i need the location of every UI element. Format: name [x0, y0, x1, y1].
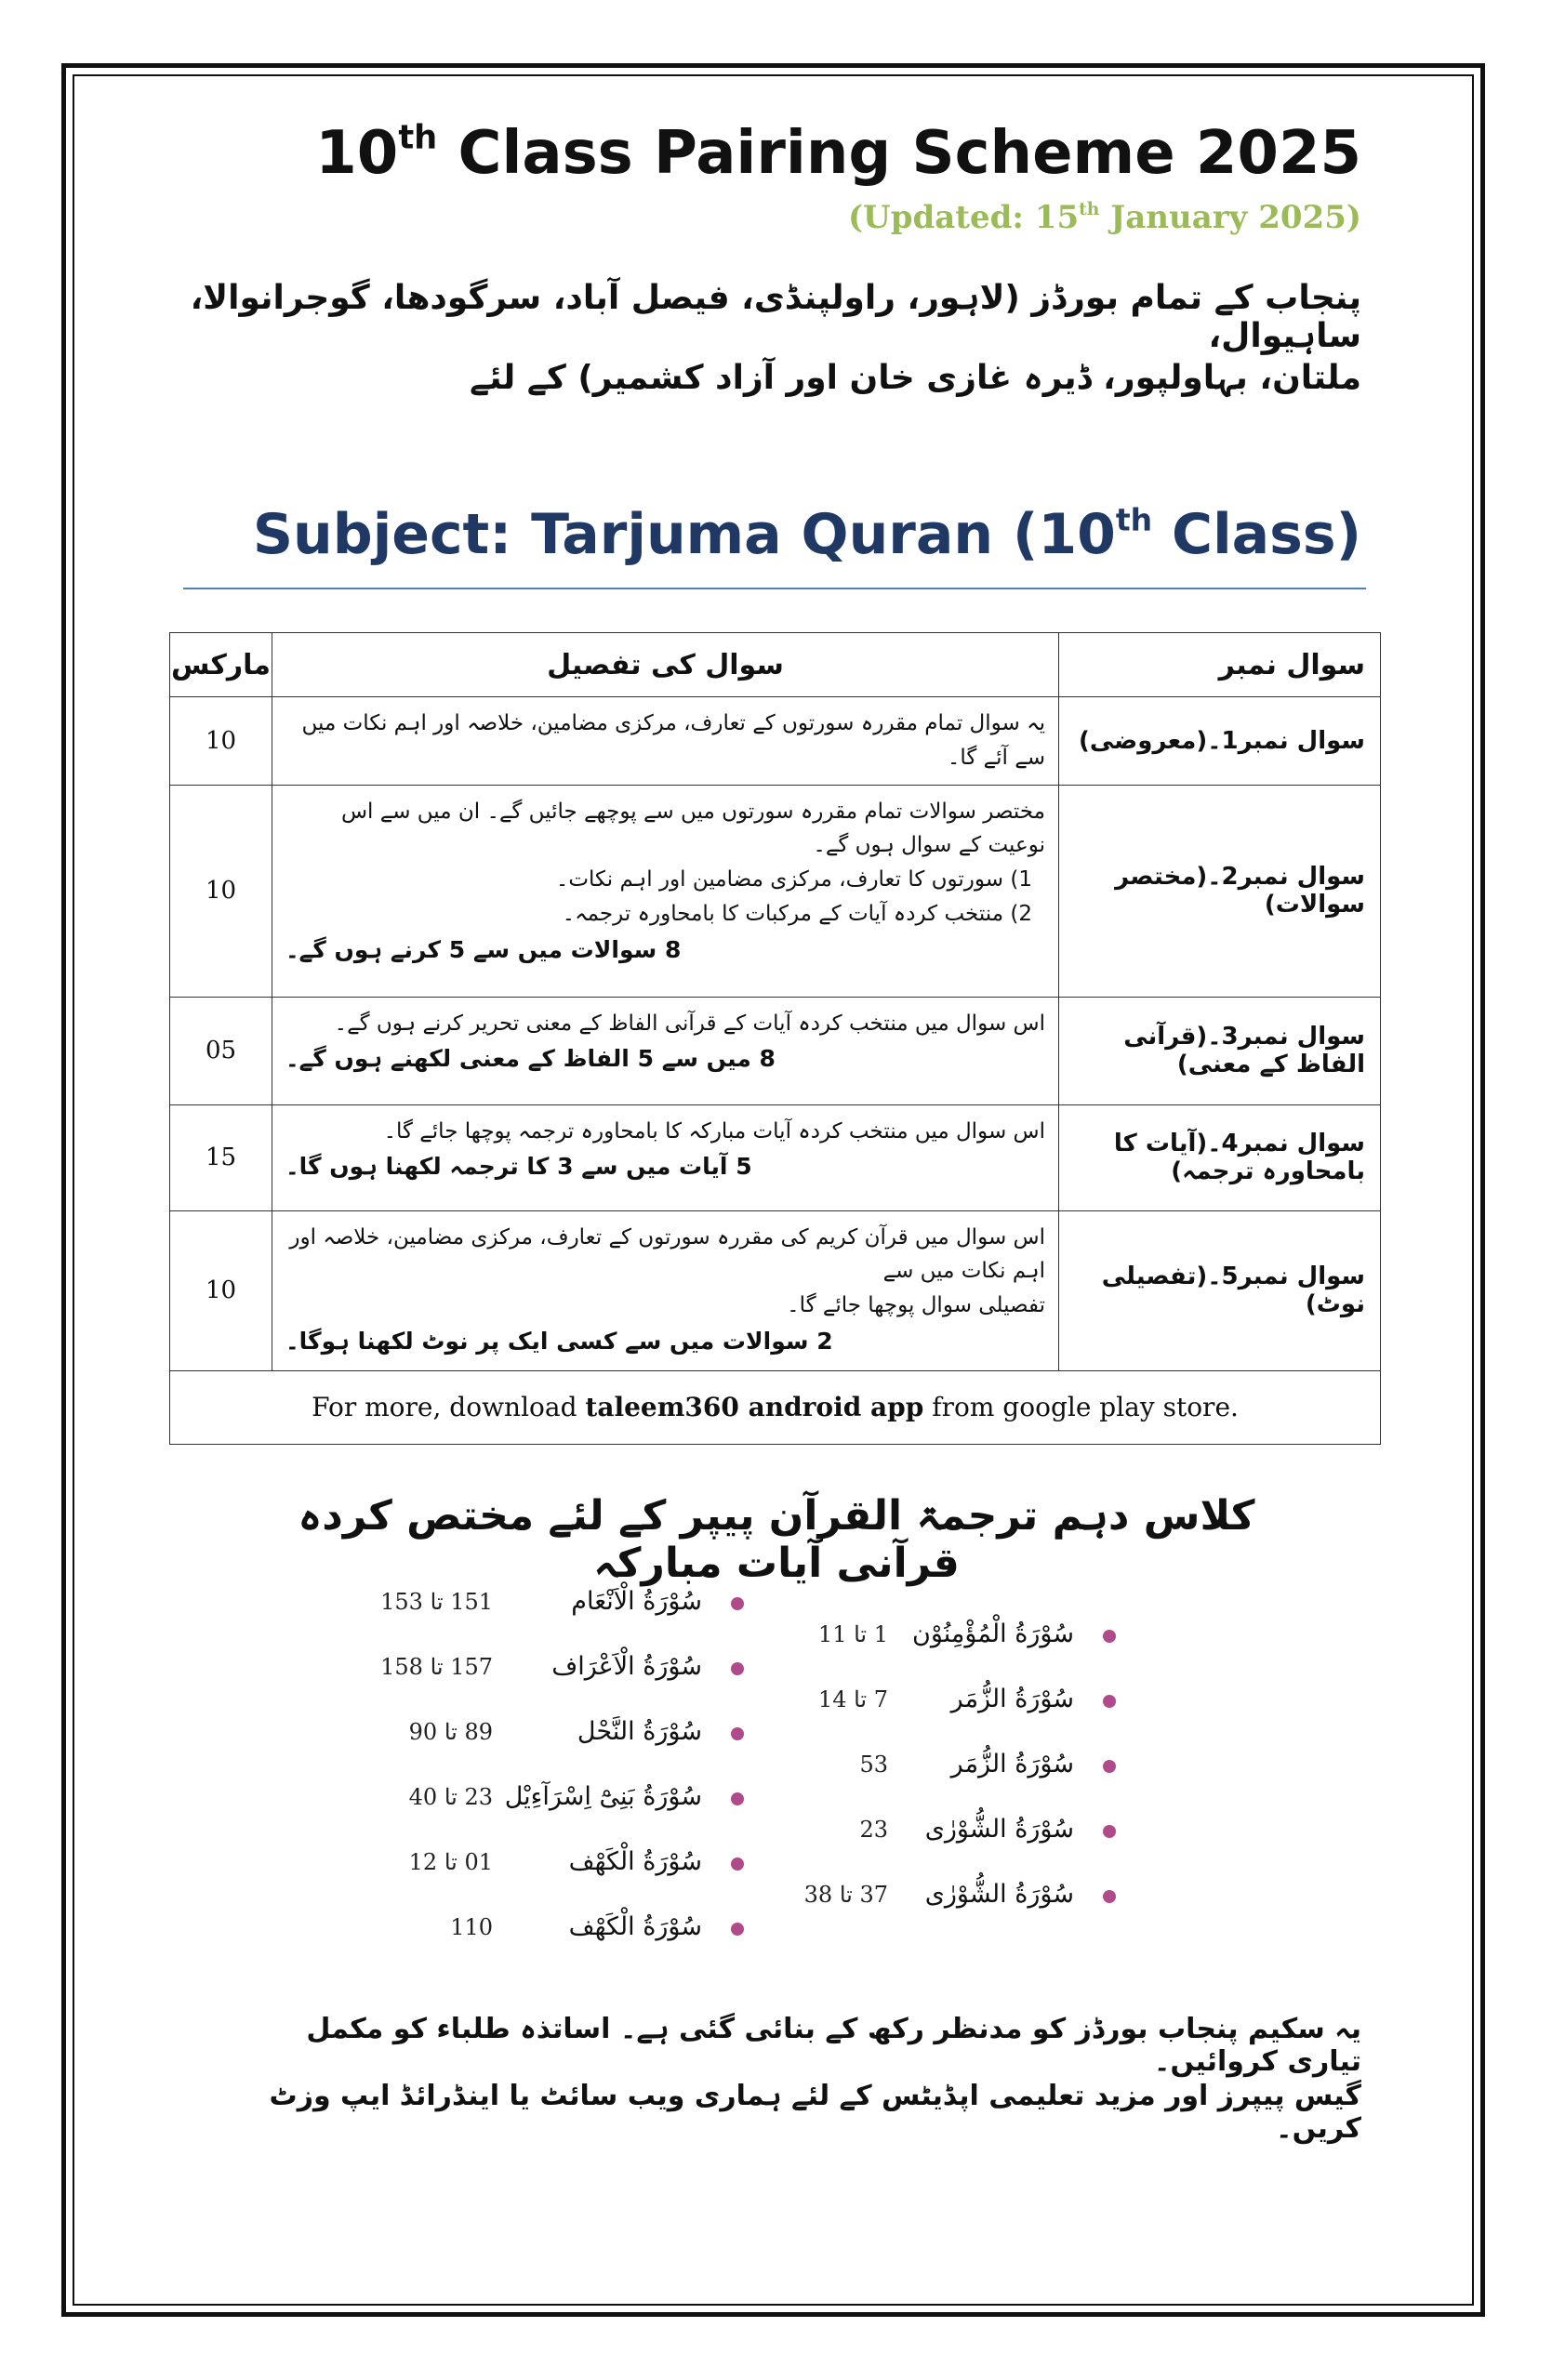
detail-line: یہ سوال تمام مقررہ سورتوں کے تعارف، مرکزی مضامین، خلاصہ اور اہم نکات میں سے آئے گا۔ [301, 711, 1045, 770]
row-details [272, 697, 1059, 786]
surah-name: سُوْرَةُ النَّحْل [577, 1717, 702, 1746]
list-item [409, 1771, 753, 1836]
bullet-icon [731, 1858, 744, 1871]
note-line-2: گیس پیپرز اور مزید تعلیمی اپڈیٹس کے لئے ہماری ویب سائٹ یا اینڈرائڈ ایپ وزٹ کریں۔ [269, 2080, 1361, 2145]
surah-name: سُوْرَةُ الشُّوْرٰى [924, 1880, 1074, 1909]
surah-name: سُوْرَةُ الْمُؤْمِنُوْن [911, 1620, 1074, 1648]
detail-instruction: 5 آیات میں سے 3 کا ترجمہ لکھنا ہوں گا۔ [285, 1153, 752, 1181]
detail-line: 2) منتخب کردہ آیات کے مرکبات کا بامحاورہ ترجمہ۔ [562, 901, 1032, 926]
note-line-1: یہ سکیم پنجاب بورڈز کو مدنظر رکھ کے بنائی گئی ہے۔ اساتذہ طلباء کو مکمل تیاری کروائیں۔ [306, 2013, 1361, 2078]
surah-name: سُوْرَةُ الْاَعْرَاف [551, 1652, 702, 1681]
bullet-icon [731, 1727, 744, 1740]
row-details [272, 785, 1059, 997]
row-details [272, 1210, 1059, 1370]
verse-range: 1 تا 11 [817, 1621, 888, 1647]
bullet-icon [731, 1923, 744, 1936]
document-title: 10th Class Pairing Scheme 2025 [315, 118, 1361, 188]
list-item [781, 1608, 1116, 1673]
bullet-icon [731, 1792, 744, 1805]
verse-range: 110 [450, 1914, 493, 1940]
verse-range: 01 تا 12 [408, 1849, 493, 1875]
boards-line-2: ملتان، بہاولپور، ڈیرہ غازی خان اور آزاد کشمیر) کے لئے [469, 359, 1361, 397]
subject-heading: Subject: Tarjuma Quran (10th Class) [252, 501, 1361, 567]
bullet-icon [731, 1662, 744, 1675]
surah-name: سُوْرَةُ الْكَهْف [568, 1847, 702, 1876]
surah-list-left [380, 1576, 753, 1966]
verse-range: 37 تا 38 [803, 1882, 888, 1908]
boards-line-1: پنجاب کے تمام بورڈز (لاہور، راولپنڈی، فیصل آباد، سرگودھا، گوجرانوالا، ساہیوال، [190, 279, 1361, 355]
table-row [170, 1210, 1381, 1370]
row-question: سوال نمبر2۔(مختصر سوالات) [1059, 785, 1381, 997]
verse-range: 7 تا 14 [817, 1686, 888, 1712]
verse-range: 53 [859, 1752, 888, 1778]
surah-name: سُوْرَةُ الزُّمَر [950, 1750, 1074, 1778]
detail-line: 1) سورتوں کا تعارف، مرکزی مضامین اور اہم نکات۔ [555, 867, 1032, 892]
detail-instruction: 2 سوالات میں سے کسی ایک پر نوٹ لکھنا ہوگا۔ [285, 1327, 833, 1355]
bullet-icon [1103, 1760, 1116, 1773]
detail-line: اس سوال میں منتخب کردہ آیات کے قرآنی الفاظ کے معنی تحریر کرنے ہوں گے۔ [334, 1011, 1045, 1036]
app-name: taleem360 android app [585, 1392, 924, 1423]
detail-line: اس سوال میں منتخب کردہ آیات مبارکہ کا بامحاورہ ترجمہ پوچھا جائے گا۔ [383, 1118, 1045, 1144]
bullet-icon [1103, 1890, 1116, 1903]
bullet-icon [1103, 1825, 1116, 1838]
row-marks: 10 [170, 1210, 272, 1370]
subject-underline [183, 588, 1366, 589]
verse-range: 151 تا 153 [380, 1589, 493, 1615]
detail-line: اس سوال میں قرآن کریم کی مقررہ سورتوں کے تعارف، مرکزی مضامین، خلاصہ اور اہم نکات میں سے [289, 1224, 1045, 1284]
row-marks: 05 [170, 997, 272, 1104]
list-item [409, 1836, 753, 1901]
bullet-icon [1103, 1695, 1116, 1708]
row-question: سوال نمبر3۔(قرآنی الفاظ کے معنی) [1059, 997, 1381, 1104]
surah-name: سُوْرَةُ الْكَهْف [568, 1912, 702, 1941]
surah-name: سُوْرَةُ الْاَنْعَام [571, 1587, 702, 1616]
row-marks: 10 [170, 785, 272, 997]
surah-name: سُوْرَةُ بَنِیْٓ اِسْرَآءِیْل [504, 1782, 702, 1811]
bullet-icon [731, 1597, 744, 1610]
header-details: سوال کی تفصیل [272, 633, 1059, 697]
header-marks: مارکس [170, 633, 272, 697]
surah-name: سُوْرَةُ الزُّمَر [950, 1685, 1074, 1713]
surah-list-right [781, 1608, 1116, 1934]
row-question: سوال نمبر5۔(تفصیلی نوٹ) [1059, 1210, 1381, 1370]
row-marks: 10 [170, 697, 272, 786]
row-question: سوال نمبر4۔(آیات کا بامحاورہ ترجمہ) [1059, 1104, 1381, 1210]
table-header-row [170, 633, 1381, 697]
list-item [380, 1641, 753, 1706]
ayat-heading: کلاس دہم ترجمۃ القرآن پیپر کے لئے مختص کردہ قرآنی آیات مبارکہ [298, 1492, 1255, 1587]
row-question: سوال نمبر1۔(معروضی) [1059, 697, 1381, 786]
table-row [170, 997, 1381, 1104]
detail-line: مختصر سوالات تمام مقررہ سورتوں میں سے پوچھے جائیں گے۔ ان میں سے اس نوعیت کے سوال ہوں گے۔ [340, 799, 1045, 858]
table-row [170, 697, 1381, 786]
table-row [170, 1104, 1381, 1210]
row-marks: 15 [170, 1104, 272, 1210]
bullet-icon [1103, 1630, 1116, 1643]
table-footer-row [170, 1370, 1381, 1444]
detail-instruction: 8 سوالات میں سے 5 کرنے ہوں گے۔ [285, 935, 682, 963]
surah-name: سُوْرَةُ الشُّوْرٰى [924, 1815, 1074, 1844]
verse-range: 23 [859, 1817, 888, 1843]
table-row [170, 785, 1381, 997]
list-item [409, 1706, 753, 1771]
verse-range: 23 تا 40 [408, 1784, 493, 1810]
list-item [380, 1576, 753, 1641]
detail-instruction: 8 میں سے 5 الفاظ کے معنی لکھنے ہوں گے۔ [285, 1045, 776, 1073]
detail-line: تفصیلی سوال پوچھا جائے گا۔ [787, 1293, 1045, 1318]
header-question-no: سوال نمبر [1059, 633, 1381, 697]
pairing-scheme-table [169, 632, 1381, 1445]
updated-date: (Updated: 15th January 2025) [847, 198, 1361, 236]
footer-note: For more, download taleem360 android app from google play store. [170, 1370, 1381, 1444]
list-item [781, 1673, 1116, 1739]
list-item [409, 1901, 753, 1966]
list-item [781, 1739, 1116, 1804]
row-details [272, 1104, 1059, 1210]
verse-range: 157 تا 158 [380, 1654, 493, 1680]
list-item [781, 1804, 1116, 1869]
row-details [272, 997, 1059, 1104]
verse-range: 89 تا 90 [408, 1719, 493, 1745]
list-item [781, 1869, 1116, 1934]
